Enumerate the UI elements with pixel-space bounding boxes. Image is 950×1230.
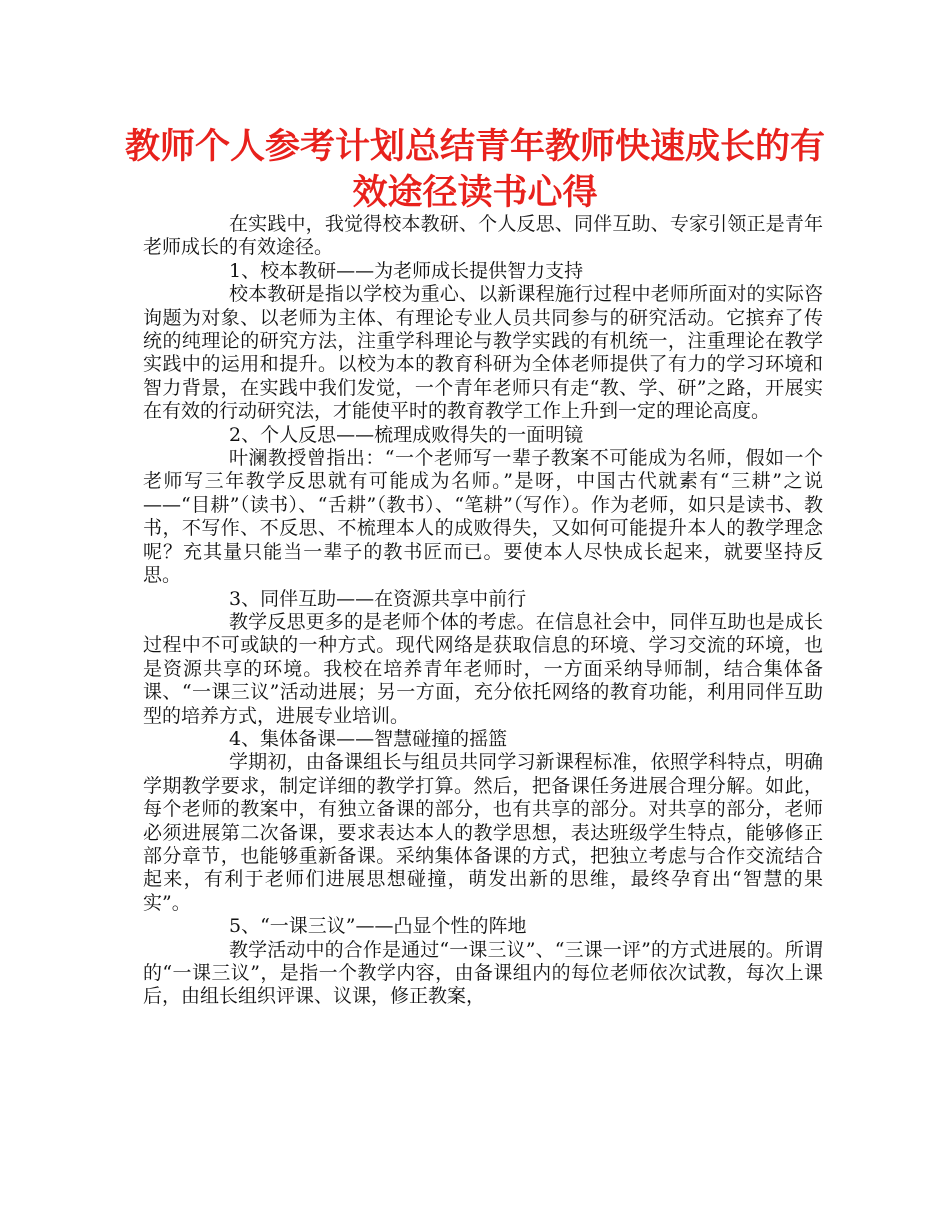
section-heading-5: 5、“一课三议”——凸显个性的阵地 [229,915,527,938]
section-heading-3: 3、同伴互助——在资源共享中前行 [229,587,527,610]
section-paragraph-3: 教学反思更多的是老师个体的考虑。在信息社会中，同伴互助也是成长过程中不可或缺的一种方式。现代网络是获取信息的环境、学习交流的环境，也是资源共享的环境。我校在培养青年老师时，一方面采纳导师制，结合集体备课、“一课三议”活动进展；另一方面，充分依托网络的教育功能，利用同伴互助型的培养方式，进展专业培训。 [143,610,823,727]
section-heading-2: 2、个人反思——梳理成败得失的一面明镜 [229,423,584,446]
section-paragraph-2: 叶澜教授曾指出：“一个老师写一辈子教案不可能成为名师，假如一个老师写三年教学反思就有可能成为名师。”是呀，中国古代就素有“三耕”之说——“目耕”（读书）、“舌耕”（教书）、“笔耕”（写作）。作为老师，如只是读书、教书，不写作、不反思、不梳理本人的成败得失，又如何可能提升本人的教学理念呢？充其量只能当一辈子的教书匠而已。要使本人尽快成长起来，就要坚持反思。 [143,447,823,587]
section-paragraph-5: 教学活动中的合作是通过“一课三议”、“三课一评”的方式进展的。所谓的“一课三议”，是指一个教学内容，由备课组内的每位老师依次试教，每次上课后，由组长组织评课、议课，修正教案， [143,938,823,1008]
section-heading-1: 1、校本教研——为老师成长提供智力支持 [229,259,584,282]
section-paragraph-4: 学期初，由备课组长与组员共同学习新课程标准，依照学科特点，明确学期教学要求，制定详细的教学打算。然后，把备课任务进展合理分解。如此，每个老师的教案中，有独立备课的部分，也有共享的部分。对共享的部分，老师必须进展第二次备课，要求表达本人的教学思想，表达班级学生特点，能够修正部分章节，也能够重新备课。采纳集体备课的方式，把独立考虑与合作交流结合起来，有利于老师们进展思想碰撞，萌发出新的思维，最终孕育出“智慧的果实”。 [143,751,823,914]
intro-paragraph: 在实践中，我觉得校本教研、个人反思、同伴互助、专家引领正是青年老师成长的有效途径。 [143,213,823,259]
section-heading-4: 4、集体备课——智慧碰撞的摇篮 [229,727,508,750]
document-body [143,213,823,1009]
section-paragraph-1: 校本教研是指以学校为重心、以新课程施行过程中老师所面对的实际咨询题为对象、以老师为主体、有理论专业人员共同参与的研究活动。它摈弃了传统的纯理论的研究方法，注重学科理论与教学实践的有机统一，注重理论在教学实践中的运用和提升。以校为本的教育科研为全体老师提供了有力的学习环境和智力背景，在实践中我们发觉，一个青年老师只有走“教、学、研”之路，开展实在有效的行动研究法，才能使平时的教育教学工作上升到一定的理论高度。 [143,283,823,423]
document-title: 教师个人参考计划总结青年教师快速成长的有效途径读书心得 [124,127,825,213]
